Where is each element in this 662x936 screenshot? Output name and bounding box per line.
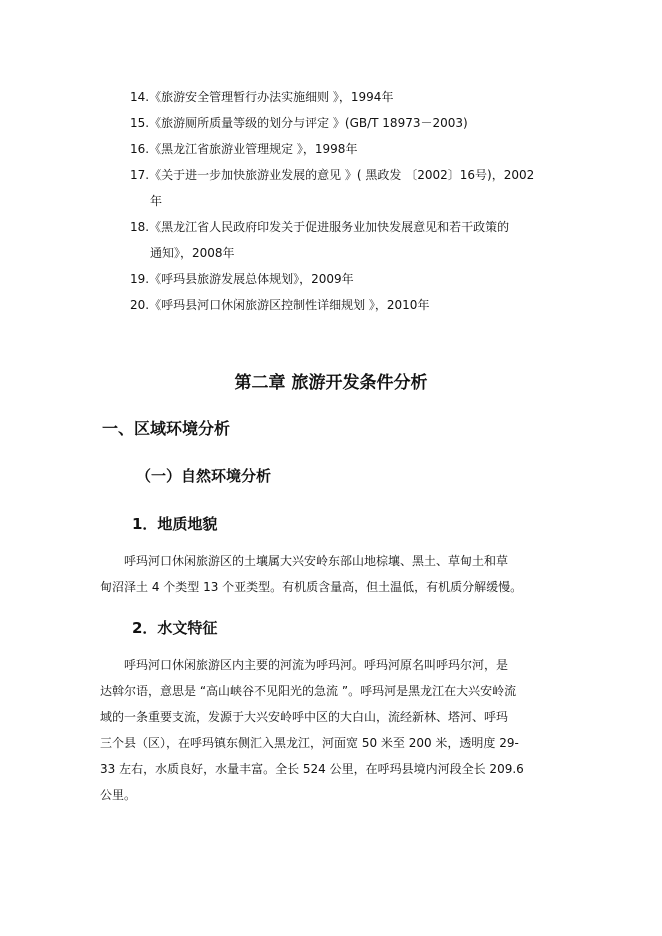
section-title: 一、区域环境分析 xyxy=(102,419,231,438)
topic-geology-title: 1．地质地貌 xyxy=(132,515,218,533)
reference-item xyxy=(130,162,570,214)
reference-line: 15.《旅游厕所质量等级的划分与评定 》(GB/T 18973－2003) xyxy=(130,116,468,130)
reference-item xyxy=(130,84,570,110)
paragraph-line: 域的一条重要支流，发源于大兴安岭呼中区的大白山，流经新林、塔河、呼玛 xyxy=(100,710,509,724)
reference-item xyxy=(130,136,570,162)
paragraph-line: 呼玛河口休闲旅游区的土壤属大兴安岭东部山地棕壤、黑土、草甸土和草 xyxy=(124,554,509,568)
reference-line: 17.《关于进一步加快旅游业发展的意见 》( 黑政发 〔2002〕16号)，2002 xyxy=(130,168,535,182)
chapter-title: 第二章 旅游开发条件分析 xyxy=(234,373,428,393)
reference-line-continued: 通知》，2008年 xyxy=(150,246,235,260)
topic-geology-paragraph xyxy=(100,548,570,600)
reference-item xyxy=(130,292,570,318)
topic-hydrology-paragraph xyxy=(100,652,570,808)
reference-line: 20.《呼玛县河口休闲旅游区控制性详细规划 》，2010年 xyxy=(130,298,430,312)
paragraph-line: 33 左右，水质良好，水量丰富。全长 524 公里，在呼玛县境内河段全长 209.6 xyxy=(100,762,524,776)
paragraph-line: 达斡尔语，意思是 “高山峡谷不见阳光的急流 ”。呼玛河是黑龙江在大兴安岭流 xyxy=(100,684,517,698)
paragraph-line: 公里。 xyxy=(100,788,137,802)
reference-line: 16.《黑龙江省旅游业管理规定 》，1998年 xyxy=(130,142,358,156)
reference-line-continued: 年 xyxy=(150,194,163,208)
topic-hydrology-title: 2．水文特征 xyxy=(132,619,218,637)
reference-line: 14.《旅游安全管理暂行办法实施细则 》，1994年 xyxy=(130,90,394,104)
paragraph-line: 甸沼泽土 4 个类型 13 个亚类型。有机质含量高，但土温低，有机质分解缓慢。 xyxy=(100,580,523,594)
reference-list xyxy=(130,84,570,318)
reference-item xyxy=(130,214,570,266)
paragraph-line: 三个县（区），在呼玛镇东侧汇入黑龙江，河面宽 50 米至 200 米，透明度 29- xyxy=(100,736,519,750)
paragraph-line: 呼玛河口休闲旅游区内主要的河流为呼玛河。呼玛河原名叫呼玛尔河，是 xyxy=(124,658,509,672)
reference-item xyxy=(130,266,570,292)
reference-item xyxy=(130,110,570,136)
subsection-title: （一）自然环境分析 xyxy=(136,467,272,485)
reference-line: 19.《呼玛县旅游发展总体规划》，2009年 xyxy=(130,272,354,286)
reference-line: 18.《黑龙江省人民政府印发关于促进服务业加快发展意见和若干政策的 xyxy=(130,220,510,234)
